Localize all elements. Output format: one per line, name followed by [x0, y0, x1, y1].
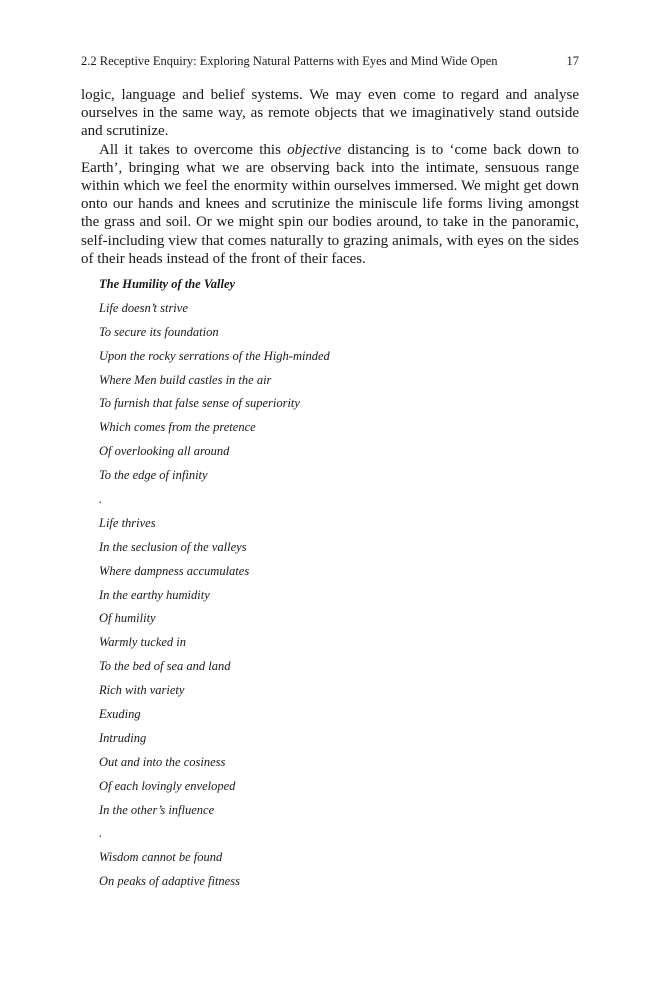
- poem-line: Exuding: [99, 707, 141, 722]
- page-number: 17: [566, 54, 579, 68]
- poem-line: Warmly tucked in: [99, 635, 187, 650]
- poem-line: On peaks of adaptive fitness: [99, 874, 240, 889]
- paragraph-text: All it takes to overcome this: [99, 141, 288, 158]
- poem-line: To the bed of sea and land: [99, 659, 231, 674]
- poem-line: Out and into the cosiness: [99, 754, 226, 769]
- poem-line: Life thrives: [99, 515, 156, 530]
- poem: [99, 275, 519, 896]
- poem-line: Which comes from the pretence: [99, 420, 256, 435]
- running-head: [81, 52, 579, 70]
- poem-line: Where Men build castles in the air: [99, 372, 272, 387]
- poem-line: Of overlooking all around: [99, 444, 230, 459]
- poem-line: Life doesn’t strive: [99, 300, 188, 315]
- poem-line: In the other’s influence: [99, 802, 215, 817]
- paragraph-text: distancing is to ‘come back down to Earth’, bringing what we are observing back into the intimate, sensuous range within which we feel the enormity within ourselves immersed. We might get down onto our hands and knees and scrutinize the miniscule life forms living amongst the grass and soil. Or we might spin our bodies around, to take in the panoramic, self-including view that comes naturally to grazing animals, with eyes on the sides of their heads instead of the front of their faces.: [81, 141, 579, 267]
- poem-line: To the edge of infinity: [99, 468, 208, 483]
- stanza-separator: .: [99, 492, 103, 507]
- paragraph: logic, language and belief systems. We may even come to regard and analyse ourselves in the same way, as remote objects that we imaginatively stand outside and scrutinize.: [81, 87, 579, 140]
- poem-line: Of humility: [99, 611, 156, 626]
- poem-line: Upon the rocky serrations of the High-minded: [99, 348, 330, 363]
- poem-line: In the seclusion of the valleys: [99, 539, 247, 554]
- emphasized-word: objective: [287, 141, 342, 158]
- poem-line: To furnish that false sense of superiority: [99, 396, 300, 411]
- poem-line: Where dampness accumulates: [99, 563, 250, 578]
- poem-line: In the earthy humidity: [99, 587, 210, 602]
- poem-line: Of each lovingly enveloped: [99, 778, 236, 793]
- poem-line: Rich with variety: [99, 683, 185, 698]
- stanza-separator: .: [99, 826, 103, 841]
- poem-lines: [99, 299, 519, 896]
- poem-line: Intruding: [99, 730, 147, 745]
- poem-line: To secure its foundation: [99, 324, 219, 339]
- section-title: 2.2 Receptive Enquiry: Exploring Natural Patterns with Eyes and Mind Wide Open: [81, 54, 498, 68]
- poem-title: The Humility of the Valley: [99, 277, 236, 291]
- body-text: [81, 86, 579, 268]
- paragraph: [81, 141, 579, 268]
- poem-line: Wisdom cannot be found: [99, 850, 223, 865]
